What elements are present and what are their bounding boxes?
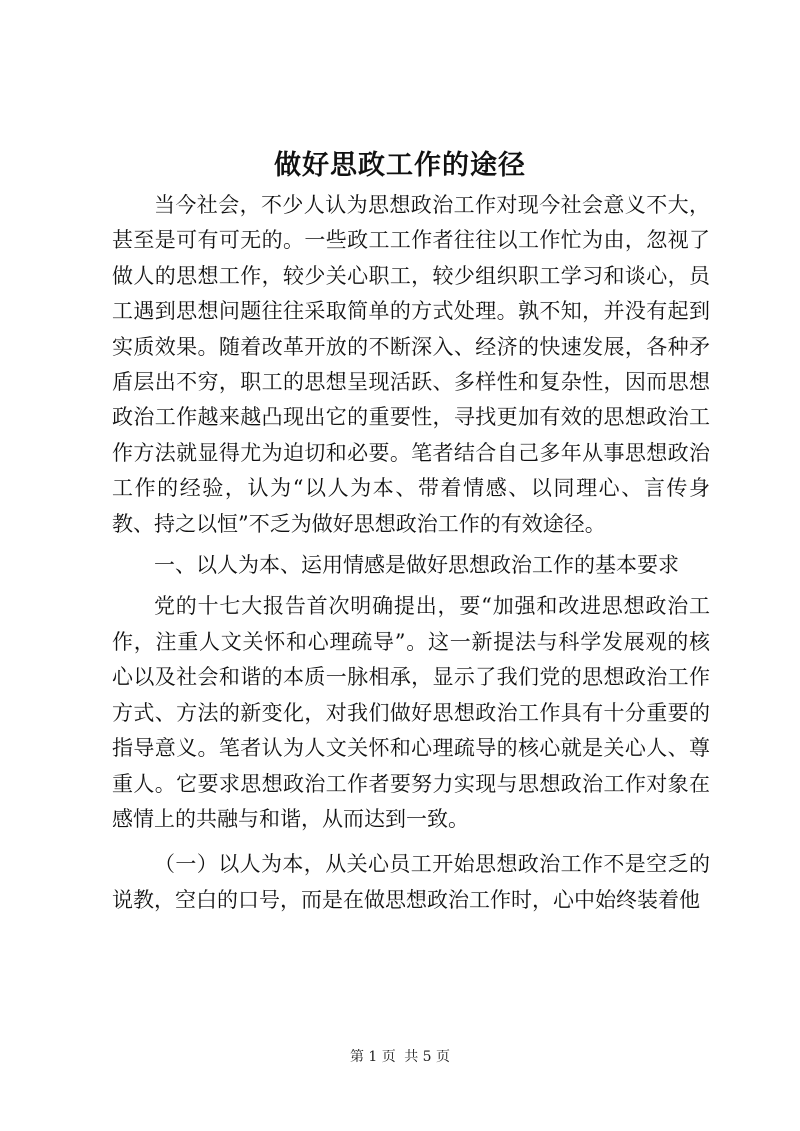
- section-heading-1: 一、以人为本、运用情感是做好思想政治工作的基本要求: [154, 553, 679, 578]
- page-number: 第 1 页: [349, 1049, 396, 1065]
- subsection-1: （一）以人为本，从关心员工开始思想政治工作不是空乏的说教，空白的口号，而是在做思想政治工作时，心中始终装着他: [112, 852, 710, 912]
- document-body: [112, 188, 710, 918]
- paragraph-section-1: 党的十七大报告首次明确提出，要“加强和改进思想政治工作，注重人文关怀和心理疏导”。这一新提法与科学发展观的核心以及社会和谐的本质一脉相承，显示了我们党的思想政治工作方式、方法的新变化，对我们做好思想政治工作具有十分重要的指导意义。笔者认为人文关怀和心理疏导的核心就是关心人、尊重人。它要求思想政治工作者要努力实现与思想政治工作对象在感情上的共融与和谐，从而达到一致。: [112, 594, 710, 831]
- document-title: 做好思政工作的途径: [274, 150, 526, 181]
- paragraph-intro: 当今社会，不少人认为思想政治工作对现今社会意义不大，甚至是可有可无的。一些政工工作者往往以工作忙为由，忽视了做人的思想工作，较少关心职工，较少组织职工学习和谈心，员工遇到思想问题往往采取简单的方式处理。孰不知，并没有起到实质效果。随着改革开放的不断深入、经济的快速发展，各种矛盾层出不穷，职工的思想呈现活跃、多样性和复杂性，因而思想政治工作越来越凸现出它的重要性，寻找更加有效的思想政治工作方法就显得尤为迫切和必要。笔者结合自己多年从事思想政治工作的经验，认为“以人为本、带着情感、以同理心、言传身教、持之以恒”不乏为做好思想政治工作的有效途径。: [112, 193, 710, 536]
- page-total: 共 5 页: [404, 1049, 451, 1065]
- page-footer: [0, 1046, 800, 1066]
